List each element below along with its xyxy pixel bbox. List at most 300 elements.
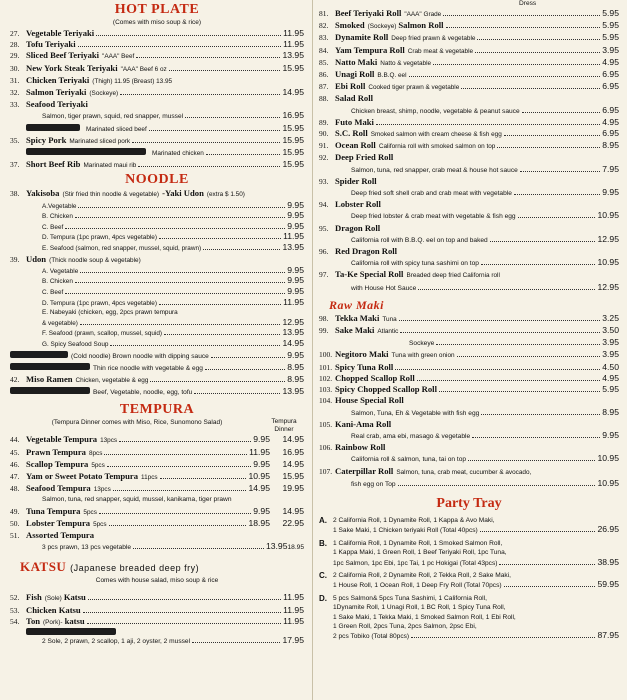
leader-dots (78, 207, 285, 208)
item-name: Tofu Teriyaki (26, 39, 76, 50)
udon-row: 39. Udon (Thick noodle soup & vegetable) (10, 253, 141, 264)
leader-dots (78, 46, 282, 47)
item-price: 5.95 (602, 32, 619, 43)
party-tray-line: 1 California Roll, 1 Dynamite Roll, 1 Smoked Salmon Roll, (333, 539, 503, 547)
party-tray-line: 2 California Roll, 2 Dynamite Roll, 2 Tekka Roll, 2 Sake Maki, (333, 571, 511, 579)
option-label: E. Seafood (salmon, red snapper, mussel, squid, prawn) (42, 245, 202, 253)
leader-dots (439, 391, 600, 392)
hot-plate-title: HOT PLATE (114, 2, 200, 17)
leader-dots (504, 586, 596, 587)
item-number: 44. (10, 435, 20, 445)
item-number: 47. (10, 471, 20, 481)
redaction-bar (26, 124, 80, 131)
item-desc: Deep fried prawn & vegetable (391, 35, 476, 43)
redacted-item-chicken: Marinated chicken 15.95 (10, 147, 304, 159)
item-desc: (Thigh) 11.95 (Breast) 13.95 (92, 77, 173, 85)
item-name: Fish (26, 592, 42, 603)
item-number: 53. (10, 605, 20, 615)
option-price: 9.95 (287, 286, 304, 296)
menu-item-row (319, 93, 619, 104)
menu-item-row (10, 75, 304, 87)
item-desc: 13pcs (100, 437, 118, 445)
item-name: Vegetable Teriyaki (26, 28, 95, 38)
menu-item-row (319, 362, 619, 373)
item-number: 48. (10, 484, 20, 494)
item-name: Chicken Katsu (26, 604, 81, 615)
leader-dots (109, 525, 247, 526)
menu-item-row (319, 45, 619, 57)
party-tray-line: 1 Kappa Maki, 1 Green Roll, 1 Beef Teriyaki Roll, 1pc Tuna, (333, 549, 507, 557)
item-price: 9.95 (253, 505, 270, 516)
leader-dots (65, 293, 285, 294)
party-tray-price: 87.95 (597, 630, 619, 641)
lobster-roll-row: 94. Lobster Roll (319, 199, 381, 210)
party-tray-line: 1 Green Roll, 2pcs Tuna, 2pcs Salmon, 2psc Ebi, (333, 622, 477, 630)
menu-item-row (319, 32, 619, 44)
item-price: 8.95 (602, 140, 619, 151)
menu-item-row (10, 616, 304, 628)
item-price: 3.95 (602, 44, 619, 55)
party-tray-label: D. (319, 593, 327, 603)
party-tray (319, 571, 619, 591)
menu-item-row (10, 471, 304, 483)
leader-dots (96, 35, 281, 36)
leader-dots (87, 623, 282, 624)
leader-dots (475, 52, 600, 53)
item-name: Tuna Tempura (26, 505, 81, 516)
party-tray (319, 539, 619, 568)
item-name: Yam or Sweet Potato Tempura (26, 470, 139, 481)
option-label: F. Seafood (prawn, scallop, mussel, squid) (42, 330, 163, 338)
party-tray-line (333, 631, 619, 641)
option-price: 11.95 (283, 296, 304, 307)
item-name: Futo Maki (335, 116, 374, 127)
katsu-note: Comes with house salad, miso soup & rice (95, 577, 219, 585)
katsu-platter-desc: 2 Sole, 2 prawn, 2 scallop, 1 aji, 2 oyster, 2 mussel 17.95 (42, 635, 304, 646)
leader-dots (504, 135, 600, 136)
item-name: Chicken Teriyaki (26, 74, 90, 85)
redaction-bar (10, 351, 68, 358)
option-label: C. Beef (42, 223, 64, 231)
leader-dots (107, 466, 251, 467)
item-number: 54. (10, 616, 20, 626)
party-tray-label: B. (319, 538, 327, 548)
menu-item-row (10, 459, 304, 471)
take-roll-row: 97. Ta-Ke Special Roll Breaded deep fried California roll (319, 269, 500, 280)
item-number: 27. (10, 29, 20, 38)
party-tray-line (333, 525, 619, 535)
item-desc: 5pcs (83, 508, 97, 516)
menu-item-row (319, 140, 619, 152)
item-name: Vegetable Tempura (26, 434, 98, 445)
party-tray-text: 1 House Roll, 1 Ocean Roll, 1 Deep Fry Roll (Total 70pcs) (333, 582, 502, 590)
item-name: Chopped Scallop Roll (335, 372, 415, 383)
party-tray-line: 2 California Roll, 1 Dynamite Roll, 1 Kappa & Avo Maki, (333, 516, 495, 524)
item-number: 86. (319, 70, 329, 80)
option-label: B. Chicken (42, 278, 73, 286)
leader-dots (376, 124, 600, 125)
item-price: 13.95 (282, 50, 304, 61)
item-desc: California roll with smoked salmon on top (378, 143, 496, 151)
item-number: 102. (319, 373, 333, 383)
menu-item-row (10, 39, 304, 50)
item-number: 31. (10, 75, 20, 85)
item-desc: Smoked salmon with cream cheese & fish egg (370, 131, 502, 139)
item-number: 33. (10, 100, 20, 110)
leader-dots (480, 531, 596, 532)
leader-dots (104, 454, 247, 455)
dragon-roll-desc: California roll with B.B.Q. eel on top and baked 12.95 (351, 233, 619, 244)
item-price: 4.50 (602, 361, 619, 372)
menu-item-row (10, 434, 304, 446)
take-roll-desc: with House Hot Sauce 12.95 (351, 281, 619, 292)
item-price: 15.95 (282, 62, 304, 73)
leader-dots (99, 513, 251, 514)
leader-dots (113, 490, 247, 491)
item-price: 3.50 (602, 325, 619, 336)
item-name: Sliced Beef Teriyaki (26, 50, 100, 61)
menu-item-row (10, 605, 304, 616)
short-rib-row: 37. Short Beef Rib Marinated maui rib 15.95 (10, 159, 304, 170)
item-number: 28. (10, 40, 20, 50)
party-tray-price: 59.95 (597, 579, 619, 590)
item-number: 52. (10, 593, 20, 603)
raw-maki-title: Raw Maki (329, 297, 385, 312)
item-desc: (Sockeye) (89, 90, 119, 98)
item-number: 84. (319, 45, 329, 55)
option-label: A.Vegetable (42, 202, 77, 210)
menu-item-row (10, 63, 304, 75)
item-dinner-price: 15.95 (282, 470, 304, 481)
leader-dots (446, 27, 601, 28)
item-name: Seafood Tempura (26, 483, 91, 494)
item-number: 83. (319, 33, 329, 43)
noodle-title: NOODLE (125, 172, 189, 188)
item-desc: Crab meat & vegetable (407, 47, 474, 55)
leader-dots (159, 238, 281, 239)
option-row (10, 339, 304, 350)
option-label: D. Tempura (1pc prawn, 4pcs vegetable) (42, 299, 157, 307)
miso-ramen-row: 42. Miso Ramen Chicken, vegetable & egg 8.95 (10, 373, 304, 384)
item-number: 88. (319, 94, 329, 104)
item-number: 104. (319, 396, 333, 406)
item-name: Salmon Teriyaki (26, 87, 87, 98)
party-tray (319, 594, 619, 642)
item-desc: 5pcs (91, 461, 105, 469)
item-name: Tekka Maki (335, 312, 380, 323)
item-name: Ebi Roll (335, 81, 366, 92)
item-number: 91. (319, 141, 329, 151)
item-name: Negitoro Maki (335, 349, 389, 360)
item-number: 100. (319, 350, 333, 360)
yakisoba-row: 38. Yakisoba (Stir fried thin noodle & vegetable) - Yaki Udon (extra $ 1.50) (10, 188, 245, 199)
option-price: 9.95 (287, 264, 304, 275)
leader-dots (433, 64, 600, 65)
spicy-pork-row: 35. Spicy Pork Marinated sliced pork 15.95 (10, 134, 304, 145)
item-price: 4.95 (602, 372, 619, 383)
item-desc: B.B.Q. eel (377, 72, 407, 80)
menu-item-row (319, 69, 619, 81)
right-column (312, 0, 627, 700)
menu-item-row (319, 373, 619, 384)
item-desc: Tuna with green onion (391, 352, 455, 360)
party-tray-body (333, 571, 619, 591)
item-price: 9.95 (253, 458, 270, 469)
menu-item-row (319, 313, 619, 325)
rainbow-roll-desc: California roll & salmon, tuna, tai on top 10.95 (351, 453, 619, 464)
party-tray (319, 516, 619, 536)
leader-dots (409, 76, 601, 77)
option-price: 13.95 (282, 327, 304, 338)
party-tray-title: Party Tray (436, 495, 502, 511)
item-price: 10.95 (248, 470, 270, 481)
party-tray-price: 26.95 (597, 524, 619, 535)
item-name-suffix: Katsu (63, 592, 86, 603)
party-tray-label: A. (319, 515, 327, 525)
tempura-dinner-label: Tempura Dinner (271, 418, 297, 434)
item-desc: Atlantic (377, 328, 399, 336)
left-column (0, 0, 310, 700)
kani-ama-desc: Real crab, ama ebi, masago & vegetable 9.95 (351, 429, 619, 440)
party-tray-line (333, 558, 619, 568)
menu-item-row (319, 152, 619, 163)
option-row (10, 287, 304, 298)
leader-dots (461, 88, 600, 89)
item-price: 3.95 (602, 349, 619, 360)
party-tray-body (333, 516, 619, 536)
item-price: 5.95 (602, 384, 619, 395)
option-price: 9.95 (287, 220, 304, 231)
party-tray-line: 1Dynamite Roll, 1 Unagi Roll, 1 BC Roll, 1 Spicy Tuna Roll, (333, 604, 506, 612)
item-desc: "AAA" Beef 6 oz (120, 65, 167, 73)
option-label: E. Nabeyaki (chicken, egg, 2pcs prawn tempura (42, 309, 178, 317)
item-price: 11.95 (283, 592, 304, 603)
item-name: Prawn Tempura (26, 446, 86, 457)
leader-dots (477, 39, 600, 40)
item-desc: (Sole) (44, 595, 62, 603)
party-tray-text: 1 Sake Maki, 1 Chicken teriyaki Roll (Total 40pcs) (333, 527, 478, 535)
party-tray-line (333, 580, 619, 590)
item-price: 6.95 (602, 81, 619, 92)
redaction-bar (10, 363, 90, 370)
leader-dots (65, 228, 285, 229)
menu-item-row (10, 592, 304, 604)
spider-roll-desc: Deep fried soft shell crab and crab meat with vegetable 9.95 (351, 187, 619, 198)
item-name: S.C. Roll (335, 128, 368, 139)
item-number: 89. (319, 117, 329, 127)
lobster-roll-desc: Deep fried lobster & crab meat with vegetable & fish egg 10.95 (351, 210, 619, 221)
item-number: 85. (319, 57, 329, 67)
option-row (10, 232, 304, 243)
leader-dots (110, 345, 280, 346)
caterpillar-roll-desc: fish egg on Top 10.95 (351, 477, 619, 488)
sockeye-row: Sockeye 3.95 (409, 337, 619, 348)
item-name: Assorted Tempura (26, 530, 95, 540)
top-partial-text: Dress (519, 0, 537, 7)
party-tray-line: 1 Sake Maki, 1 Tekka Maki, 1 Smoked Salmon Roll, 1 Ebi Roll, (333, 613, 516, 621)
leader-dots (417, 380, 601, 381)
menu-item-row (10, 28, 304, 39)
option-row (10, 318, 304, 329)
katsu-platter-redacted (10, 628, 304, 635)
item-number: 30. (10, 63, 20, 73)
redaction-bar (26, 628, 116, 635)
item-name: Seafood Teriyaki (26, 99, 88, 110)
item-price: 6.95 (602, 69, 619, 80)
menu-item-row (319, 325, 619, 337)
leader-dots (119, 441, 251, 442)
item-number: 32. (10, 88, 20, 98)
option-label: C. Beef (42, 289, 64, 296)
option-row (10, 201, 304, 212)
caterpillar-roll-row: 107. Caterpillar Roll Salmon, tuna, crab meat, cucumber & avocado, (319, 465, 532, 476)
party-tray-body (333, 594, 619, 642)
item-dinner-price: 14.95 (282, 505, 304, 516)
item-number: 45. (10, 447, 20, 457)
leader-dots (80, 272, 285, 273)
red-dragon-roll-desc: California roll with spicy tuna sashimi on top 10.95 (351, 257, 619, 268)
spider-roll-row: 93. Spider Roll (319, 175, 377, 186)
item-name: Ton (26, 615, 41, 626)
leader-dots (169, 70, 281, 71)
item-desc: "AAA" Beef (102, 53, 135, 61)
deep-fried-desc: Salmon, tuna, red snapper, crab meat & house hot sauce 7.95 (351, 163, 619, 174)
option-price: 9.95 (287, 210, 304, 221)
leader-dots (75, 217, 285, 218)
item-number: 81. (319, 9, 329, 18)
item-dinner-price: 22.95 (282, 517, 304, 528)
option-row (10, 308, 304, 318)
rainbow-roll-row: 106. Rainbow Roll (319, 442, 386, 453)
item-desc: Tuna (382, 315, 397, 323)
menu-item-row (10, 506, 304, 518)
item-name: Scallop Tempura (26, 458, 89, 469)
item-number: 29. (10, 51, 20, 61)
item-name: Spicy Tuna Roll (335, 361, 394, 372)
item-number: 82. (319, 21, 329, 31)
item-number: 92. (319, 153, 329, 163)
seafood-teriyaki-desc: Salmon, tiger prawn, squid, red snapper, mussel 16.95 (42, 110, 304, 121)
item-number: 49. (10, 506, 20, 516)
leader-dots (499, 564, 595, 565)
item-dinner-price: 16.95 (282, 446, 304, 457)
option-price: 12.95 (282, 316, 304, 327)
option-label: G. Spicy Seafood Soup (42, 340, 109, 348)
item-name-suffix: Salmon Roll (398, 20, 444, 31)
option-label: D. Tempura (1pc prawn, 4pcs vegetable) (42, 234, 157, 242)
item-price: 3.25 (602, 312, 619, 323)
tempura-note: (Tempura Dinner comes with Miso, Rice, Sunomono Salad) (51, 419, 223, 427)
item-price: 4.95 (602, 56, 619, 67)
item-dinner-price: 14.95 (282, 458, 304, 469)
menu-item-row (10, 87, 304, 99)
leader-dots (411, 637, 595, 638)
item-name: Smoked (335, 20, 365, 31)
option-row (10, 222, 304, 233)
leader-dots (88, 599, 281, 600)
menu-item-row (319, 395, 619, 406)
item-number: 50. (10, 518, 20, 528)
item-name: Spicy Chopped Scallop Roll (335, 384, 437, 395)
option-price: 11.95 (283, 231, 304, 242)
item-desc: "AAA" Grade (404, 11, 442, 18)
leader-dots (400, 332, 600, 333)
item-price: 9.95 (253, 434, 270, 445)
option-row (10, 211, 304, 222)
menu-item-row (319, 117, 619, 128)
leader-dots (136, 57, 280, 58)
assorted-tempura-desc: 3 pcs prawn, 13 pcs vegetable 13.95 18.95 (42, 541, 304, 552)
beef-ramen-row: Beef, Vegetable, noodle, egg, tofu 13.95 (10, 386, 304, 398)
menu-item-row (319, 81, 619, 93)
cold-noodle-row: (Cold noodle) Brown noodle with dipping sauce 9.95 (10, 350, 304, 362)
item-desc: 11pcs (141, 473, 158, 481)
redaction-bar (26, 148, 146, 155)
item-number: 98. (319, 313, 329, 323)
item-dinner-price: 14.95 (282, 434, 304, 445)
item-price: 14.95 (282, 87, 304, 98)
menu-item-row (319, 128, 619, 140)
menu-item-row (319, 20, 619, 32)
option-label: A. Vegetable (42, 267, 79, 275)
leader-dots (120, 94, 280, 95)
party-tray-price: 38.95 (597, 556, 619, 567)
option-price: 9.95 (287, 275, 304, 286)
menu-item-row (10, 518, 304, 530)
hot-plate-note: (Comes with miso soup & rice) (112, 19, 202, 26)
leader-dots (80, 324, 281, 325)
kani-ama-row: 105. Kani-Ama Roll (319, 418, 392, 429)
item-name: Ocean Roll (335, 140, 376, 151)
option-price: 13.95 (282, 242, 304, 253)
item-price: 14.95 (248, 483, 270, 494)
salad-roll-desc: Chicken breast, shimp, noodle, vegetable & peanut sauce 6.95 (351, 104, 619, 115)
option-row (10, 298, 304, 309)
tempura-title: TEMPURA (119, 402, 195, 418)
item-price: 6.95 (602, 128, 619, 139)
option-row (10, 266, 304, 277)
option-label: B. Chicken (42, 213, 73, 221)
menu-item-row (10, 50, 304, 62)
option-label: & vegetable) (42, 319, 78, 327)
item-desc: Natto & vegetable (380, 59, 432, 67)
item-name: Lobster Tempura (26, 517, 91, 528)
dragon-roll-row: 95. Dragon Roll (319, 222, 381, 233)
menu-item-row (319, 349, 619, 361)
item-desc: (Pork)- (43, 618, 63, 626)
item-name: Beef Teriyaki Roll (335, 8, 402, 18)
item-desc: (Sockeye) (367, 23, 397, 31)
redaction-bar (10, 387, 90, 394)
item-number: 46. (10, 459, 20, 469)
party-tray-label: C. (319, 570, 327, 580)
item-name: Deep Fried Roll (335, 152, 394, 163)
option-price: 14.95 (282, 337, 304, 348)
item-desc: Cooked tiger prawn & vegetable (368, 84, 460, 92)
item-name: Salad Roll (335, 93, 373, 104)
item-name: Dynamite Roll (335, 32, 389, 43)
menu-item-row (10, 99, 304, 110)
item-number: 51. (10, 531, 20, 540)
item-price: 11.95 (283, 615, 304, 626)
item-price: 5.95 (602, 20, 619, 31)
menu-item-row (319, 384, 619, 395)
redacted-item-beef: Marinated sliced beef 15.95 (10, 123, 304, 135)
item-price: 18.95 (248, 517, 270, 528)
item-price: 11.95 (249, 446, 270, 457)
leader-dots (203, 249, 280, 250)
thin-rice-row: Thin rice noodle with vegetable & egg 8.95 (10, 362, 304, 374)
